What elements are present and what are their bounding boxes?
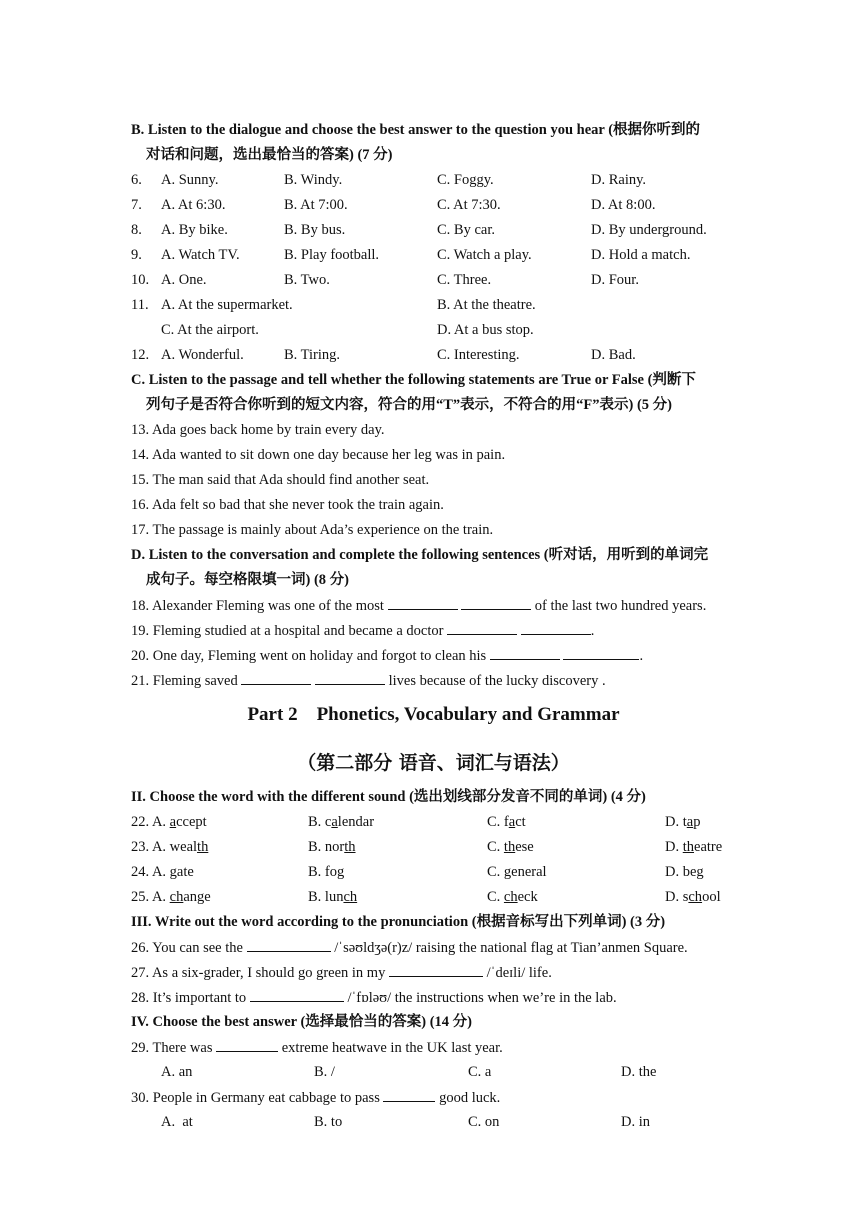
question-7-option-c[interactable]: C. At 7:30. xyxy=(437,197,501,213)
word-part: C. xyxy=(487,889,504,905)
answer-blank[interactable] xyxy=(241,670,311,685)
question-21 xyxy=(131,670,606,691)
question-30-option-a[interactable]: A. at xyxy=(161,1114,193,1130)
word-part: eatre xyxy=(694,839,723,855)
word-part: ange xyxy=(183,889,211,905)
question-19 xyxy=(131,620,594,641)
question-29-option-d[interactable]: D. the xyxy=(621,1064,657,1080)
underlined-letters: ch xyxy=(343,889,358,905)
underlined-letters: g xyxy=(696,864,704,880)
question-30-text: 30. People in Germany eat cabbage to pass xyxy=(131,1090,380,1106)
answer-blank[interactable] xyxy=(315,670,385,685)
statement-14: 14. Ada wanted to sit down one day because her leg was in pain. xyxy=(131,447,506,463)
answer-blank[interactable] xyxy=(447,620,517,635)
question-6-option-d[interactable]: D. Rainy. xyxy=(591,172,647,188)
question-12-option-a[interactable]: A. Wonderful. xyxy=(161,347,244,363)
question-29-text: 29. There was xyxy=(131,1040,213,1056)
word-part: 23. A. weal xyxy=(131,839,198,855)
question-29 xyxy=(131,1037,503,1058)
underlined-letters: th xyxy=(503,839,516,855)
question-24-option-b[interactable] xyxy=(308,862,344,882)
underlined-letters: a xyxy=(331,814,338,830)
section-c-header-cont: 列句子是否符合你听到的短文内容，符合的用“T”表示，不符合的用“F”表示) (5 分) xyxy=(146,397,673,413)
question-25-option-d[interactable] xyxy=(665,887,721,907)
statement-16: 16. Ada felt so bad that she never took the train again. xyxy=(131,497,444,513)
question-8-option-c[interactable]: C. By car. xyxy=(437,222,495,238)
question-24-option-c[interactable] xyxy=(487,862,547,882)
question-23-option-b[interactable] xyxy=(308,837,356,857)
word-part: ool xyxy=(702,889,721,905)
question-20 xyxy=(131,645,643,666)
word-part: 24. A. xyxy=(131,864,170,880)
underlined-letters: th xyxy=(344,839,356,855)
question-6-number: 6. xyxy=(131,172,142,188)
question-20-text-end: . xyxy=(639,648,644,664)
question-30 xyxy=(131,1087,500,1108)
underlined-letters: a xyxy=(508,814,516,830)
question-30-option-b[interactable]: B. to xyxy=(314,1114,343,1130)
question-11-number: 11. xyxy=(131,297,149,313)
question-24-option-d[interactable] xyxy=(665,862,704,882)
question-26-phonetic: /ˈsəʊldʒə(r)z/ raising the national flag at Tian’anmen Square. xyxy=(334,940,688,956)
word-part: B. nor xyxy=(308,839,345,855)
section-d-header-cont: 成句子。每空格限填一词) (8 分) xyxy=(146,572,349,588)
word-part: D. t xyxy=(665,814,687,830)
question-19-text: 19. Fleming studied at a hospital and became a doctor xyxy=(131,623,444,639)
question-30-option-d[interactable]: D. in xyxy=(621,1114,650,1130)
word-part: C. xyxy=(487,839,504,855)
answer-blank[interactable] xyxy=(563,645,639,660)
answer-blank[interactable] xyxy=(250,987,344,1002)
answer-blank[interactable] xyxy=(388,595,458,610)
answer-blank[interactable] xyxy=(389,962,483,977)
underlined-letters: g xyxy=(169,864,177,880)
question-9-option-d[interactable]: D. Hold a match. xyxy=(591,247,691,263)
question-10-option-b[interactable]: B. Two. xyxy=(284,272,330,288)
question-10-option-d[interactable]: D. Four. xyxy=(591,272,639,288)
word-part: B. lun xyxy=(308,889,344,905)
question-8-number: 8. xyxy=(131,222,142,238)
answer-blank[interactable] xyxy=(216,1037,278,1052)
question-22-option-c[interactable] xyxy=(487,812,526,832)
question-18-text: 18. Alexander Fleming was one of the most xyxy=(131,598,384,614)
question-10-number: 10. xyxy=(131,272,150,288)
underlined-letters: g xyxy=(503,864,512,880)
underlined-letters: th xyxy=(197,839,209,855)
question-25-option-a[interactable] xyxy=(131,887,211,907)
section-b-header: B. Listen to the dialogue and choose the best answer to the question you hear (根据你听到的 xyxy=(131,122,701,138)
question-11-option-d[interactable]: D. At a bus stop. xyxy=(437,322,534,338)
word-part: 22. A. xyxy=(131,814,170,830)
word-part: p xyxy=(693,814,701,830)
question-28 xyxy=(131,987,617,1008)
question-11-option-c[interactable]: C. At the airport. xyxy=(161,322,259,338)
underlined-letters: a xyxy=(686,814,694,830)
answer-blank[interactable] xyxy=(383,1087,435,1102)
word-part: ccept xyxy=(176,814,207,830)
question-6-option-c[interactable]: C. Foggy. xyxy=(437,172,494,188)
underlined-letters: th xyxy=(682,839,695,855)
word-part: D. xyxy=(665,839,683,855)
question-23-option-a[interactable] xyxy=(131,837,208,857)
question-29-option-a[interactable]: A. an xyxy=(161,1064,193,1080)
section-b-header-cont: 对话和问题，选出最恰当的答案) (7 分) xyxy=(146,147,393,163)
question-29-option-c[interactable]: C. a xyxy=(468,1064,492,1080)
question-25-option-b[interactable] xyxy=(308,887,357,907)
question-6-option-a[interactable]: A. Sunny. xyxy=(161,172,219,188)
answer-blank[interactable] xyxy=(490,645,560,660)
question-23-option-d[interactable] xyxy=(665,837,722,857)
part-2-title: Part 2 Phonetics, Vocabulary and Grammar xyxy=(247,704,620,725)
answer-blank[interactable] xyxy=(247,937,331,952)
word-part: B. c xyxy=(308,814,332,830)
underlined-letters: g xyxy=(337,864,345,880)
question-10-option-a[interactable]: A. One. xyxy=(161,272,207,288)
part-2-subtitle: （第二部分 语音、词汇与语法） xyxy=(297,752,570,774)
section-ii-header: II. Choose the word with the different sound (选出划线部分发音不同的单词) (4 分) xyxy=(131,789,646,805)
question-18-text-end: of the last two hundred years. xyxy=(534,598,707,614)
underlined-letters: ch xyxy=(503,889,518,905)
question-27-phonetic: /ˈdeɪli/ life. xyxy=(486,965,552,981)
question-12-number: 12. xyxy=(131,347,150,363)
section-c-header: C. Listen to the passage and tell whether the following statements are True or False (判断下 xyxy=(131,372,696,388)
word-part: lendar xyxy=(337,814,375,830)
question-21-text-end: lives because of the lucky discovery . xyxy=(388,673,606,689)
word-part: ese xyxy=(515,839,534,855)
question-20-text: 20. One day, Fleming went on holiday and forgot to clean his xyxy=(131,648,487,664)
question-7-option-a[interactable]: A. At 6:30. xyxy=(161,197,226,213)
answer-blank[interactable] xyxy=(461,595,531,610)
question-7-number: 7. xyxy=(131,197,142,213)
word-part: B. fo xyxy=(308,864,337,880)
section-iii-header: III. Write out the word according to the pronunciation (根据音标写出下列单词) (3 分) xyxy=(131,914,666,930)
question-30-text-end: good luck. xyxy=(439,1090,501,1106)
question-24-option-a[interactable] xyxy=(131,862,194,882)
question-12-option-d[interactable]: D. Bad. xyxy=(591,347,636,363)
question-7-option-b[interactable]: B. At 7:00. xyxy=(284,197,348,213)
word-part: ct xyxy=(515,814,526,830)
underlined-letters: ch xyxy=(169,889,184,905)
question-19-text-end: . xyxy=(590,623,595,639)
question-8-option-a[interactable]: A. By bike. xyxy=(161,222,228,238)
question-12-option-c[interactable]: C. Interesting. xyxy=(437,347,520,363)
word-part: C. f xyxy=(487,814,509,830)
question-22-option-a[interactable] xyxy=(131,812,207,832)
question-11-option-a[interactable]: A. At the supermarket. xyxy=(161,297,293,313)
question-28-phonetic: /ˈfɒləʊ/ the instructions when we’re in the lab. xyxy=(347,990,617,1006)
word-part: eck xyxy=(517,889,538,905)
question-9-option-a[interactable]: A. Watch TV. xyxy=(161,247,240,263)
question-26-text: 26. You can see the xyxy=(131,940,243,956)
question-30-option-c[interactable]: C. on xyxy=(468,1114,500,1130)
answer-blank[interactable] xyxy=(521,620,591,635)
question-11-option-b[interactable]: B. At the theatre. xyxy=(437,297,536,313)
question-9-option-b[interactable]: B. Play football. xyxy=(284,247,380,263)
question-29-text-end: extreme heatwave in the UK last year. xyxy=(281,1040,503,1056)
question-23-option-c[interactable] xyxy=(487,837,534,857)
question-27-text: 27. As a six-grader, I should go green in my xyxy=(131,965,386,981)
question-22-option-d[interactable] xyxy=(665,812,700,832)
word-part: D. be xyxy=(665,864,697,880)
word-part: 25. A. xyxy=(131,889,170,905)
word-part: C. xyxy=(487,864,504,880)
question-10-option-c[interactable]: C. Three. xyxy=(437,272,492,288)
question-6-option-b[interactable]: B. Windy. xyxy=(284,172,343,188)
statement-15: 15. The man said that Ada should find another seat. xyxy=(131,472,430,488)
question-18 xyxy=(131,595,706,616)
word-part: D. s xyxy=(665,889,689,905)
word-part: eneral xyxy=(511,864,547,880)
question-27 xyxy=(131,962,552,983)
question-9-number: 9. xyxy=(131,247,142,263)
question-8-option-b[interactable]: B. By bus. xyxy=(284,222,346,238)
question-21-text: 21. Fleming saved xyxy=(131,673,238,689)
section-iv-header: IV. Choose the best answer (选择最恰当的答案) (14 分) xyxy=(131,1014,473,1030)
question-28-text: 28. It’s important to xyxy=(131,990,247,1006)
question-12-option-b[interactable]: B. Tiring. xyxy=(284,347,341,363)
question-29-option-b[interactable]: B. / xyxy=(314,1064,335,1080)
statement-17: 17. The passage is mainly about Ada’s experience on the train. xyxy=(131,522,494,538)
question-26 xyxy=(131,937,688,958)
question-25-option-c[interactable] xyxy=(487,887,538,907)
underlined-letters: a xyxy=(169,814,177,830)
section-d-header: D. Listen to the conversation and complete the following sentences (听对话，用听到的单词完 xyxy=(131,547,709,563)
question-9-option-c[interactable]: C. Watch a play. xyxy=(437,247,532,263)
statement-13: 13. Ada goes back home by train every day. xyxy=(131,422,385,438)
question-7-option-d[interactable]: D. At 8:00. xyxy=(591,197,656,213)
underlined-letters: ch xyxy=(688,889,703,905)
word-part: ate xyxy=(176,864,194,880)
question-22-option-b[interactable] xyxy=(308,812,374,832)
question-8-option-d[interactable]: D. By underground. xyxy=(591,222,707,238)
